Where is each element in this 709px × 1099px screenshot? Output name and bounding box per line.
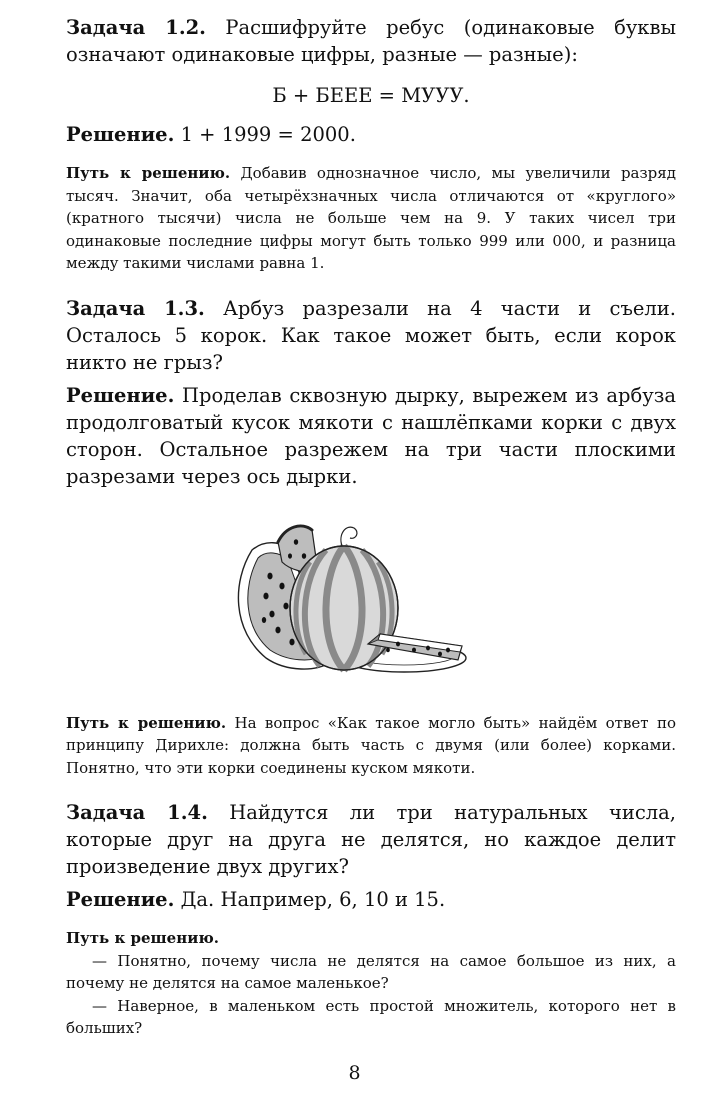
task-1-2-label: Задача 1.2. (66, 16, 206, 39)
task-1-3-label: Задача 1.3. (66, 296, 205, 320)
task-1-4-dialog-line-1: — Понятно, почему числа не делятся на самое большое из них, а почему не делятся на самое маленькое? (66, 951, 676, 992)
task-1-3-statement (66, 295, 676, 376)
task-1-4-path-label-line (66, 927, 676, 950)
task-1-4-solution-text: Да. Например, 6, 10 и 15. (174, 888, 446, 911)
task-1-2-equation: Б + БЕЕЕ = МУУУ. (272, 84, 470, 107)
task-1-4-statement (66, 799, 676, 880)
task-1-2-path-text: Добавив однозначное число, мы увеличили разряд тысяч. Значит, оба четырёхзначных числа отличаются от «круглого» (кратного тысячи) числа не больше чем на 9. У таких чисел три одинаковые последние цифры могут быть только 999 или 000, и разница между такими числами равна 1. (66, 164, 676, 272)
task-1-3-solution (66, 382, 676, 490)
task-1-4-path-label: Путь к решению. (66, 929, 219, 947)
task-1-4-text: Найдутся ли три натуральных числа, которые друг на друга не делятся, но каждое делит произведение двух других? (66, 801, 676, 878)
task-1-2-solution-text: 1 + 1999 = 2000. (174, 123, 356, 146)
task-1-2-statement (66, 14, 676, 68)
task-1-2-path (66, 162, 676, 275)
task-1-4-dialog-line-2: — Наверное, в маленьком есть простой множитель, которого нет в больших? (66, 996, 676, 1037)
task-1-3-text: Арбуз разрезали на 4 части и съели. Осталось 5 корок. Как такое может быть, если корок никто не грыз? (66, 296, 676, 374)
task-1-3-solution-label: Решение. (66, 383, 175, 407)
watermelon-illustration (226, 512, 490, 688)
task-1-2-solution-label: Решение. (66, 123, 175, 146)
task-1-3-solution-text: Проделав сквозную дырку, вырежем из арбуза продолговатый кусок мякоти с нашлёпками корки с двух сторон. Остальное разрежем на три части плоскими разрезами через ось дырки. (66, 383, 676, 488)
task-1-3-path (66, 712, 676, 780)
task-1-3-path-label: Путь к решению. (66, 713, 227, 732)
task-1-4-solution-label: Решение. (66, 888, 175, 911)
task-1-4-solution (66, 886, 676, 913)
task-1-3-path-text: На вопрос «Как такое могло быть» найдём ответ по принципу Дирихле: должна быть часть с двумя (или более) корками. Понятно, что эти корки соединены куском мякоти. (66, 713, 676, 777)
page-number: 8 (348, 1062, 361, 1084)
task-1-4-label: Задача 1.4. (66, 801, 208, 824)
task-1-2-text: Расшифруйте ребус (одинаковые буквы означают одинаковые цифры, разные — разные): (66, 16, 676, 66)
task-1-2-path-label: Путь к решению. (66, 164, 231, 182)
task-1-2-solution (66, 121, 676, 148)
